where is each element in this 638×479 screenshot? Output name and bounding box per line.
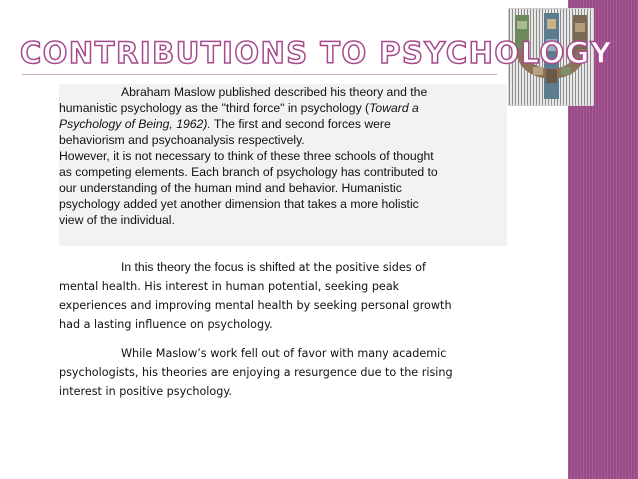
text-line: Psychology of Being, 1962). The first and second forces were (59, 117, 391, 131)
text-line: However, it is not necessary to think of these three schools of thought (59, 149, 434, 163)
text-line: Abraham Maslow published described his theory and the (121, 85, 428, 99)
text-line: In this theory the focus is shifted at the positive sides of (121, 260, 426, 274)
text-line: as competing elements. Each branch of psychology has contributed to (59, 165, 438, 179)
paragraph-maslow-theory (59, 84, 499, 228)
text-line: experiences and improving mental health by seeking personal growth (59, 299, 452, 312)
title-underline (22, 74, 497, 75)
text-line: humanistic psychology as the "third force" in psychology (Toward a (59, 101, 419, 115)
text-line: behaviorism and psychoanalysis respectively. (59, 133, 305, 147)
text-line: interest in positive psychology. (59, 385, 232, 398)
text-line: had a lasting influence on psychology. (59, 318, 273, 331)
text-line: psychologists, his theories are enjoying a resurgence due to the rising (59, 366, 453, 379)
text-line: our understanding of the human mind and behavior. Humanistic (59, 181, 402, 195)
text-line: psychology added yet another dimension that takes a more holistic (59, 197, 419, 211)
text-line: While Maslow’s work fell out of favor with many academic (121, 347, 447, 360)
slide-title: CONTRIBUTIONS TO PSYCHOLOGY (20, 36, 613, 70)
paragraph-resurgence (59, 344, 509, 401)
text-line: mental health. His interest in human potential, seeking peak (59, 280, 400, 293)
text-line: view of the individual. (59, 213, 175, 227)
paragraph-focus-shift (59, 258, 509, 334)
